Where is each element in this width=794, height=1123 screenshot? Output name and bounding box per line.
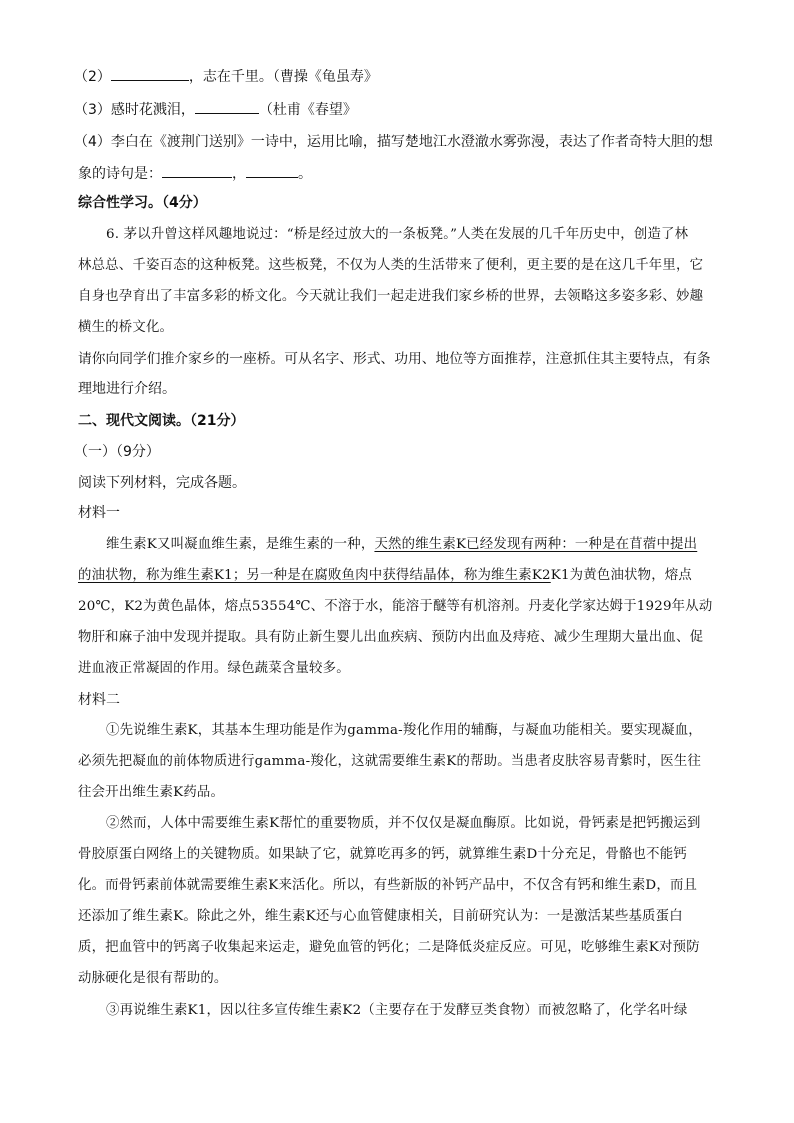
section-heading: 二、现代文阅读。（21分） xyxy=(78,413,245,429)
answer-blank[interactable] xyxy=(246,163,298,178)
question-2 xyxy=(74,66,378,87)
underlined-text: 的油状物，称为维生素K1；另一种是在腐败鱼肉中获得结晶体，称为维生素K2 xyxy=(78,568,551,583)
material2-line: 往会开出维生素K药品。 xyxy=(78,785,225,800)
punctuation: ， xyxy=(232,166,246,182)
material2-line: 质，把血管中的钙离子收集起来运走，避免血管的钙化；二是降低炎症反应。可见，吃够维生素K对预防 xyxy=(78,940,700,955)
instruction-line: 请你向同学们推介家乡的一座桥。可从名字、形式、功用、地位等方面推荐，注意抓住其主要特点，有条 xyxy=(78,351,711,367)
material2-line: ②然而，人体中需要维生素K帮忙的重要物质，并不仅仅是凝血酶原。比如说，骨钙素是把钙搬运到 xyxy=(106,816,701,831)
material1-line: 进血液正常凝固的作用。绿色蔬菜含量较多。 xyxy=(78,661,350,676)
question-4-line2 xyxy=(78,163,312,184)
q6-line: 自身也孕育出了丰富多彩的桥文化。今天就让我们一起走进我们家乡桥的世界，去领略这多姿多彩、妙趣 xyxy=(78,289,704,304)
section-heading: 综合性学习。（4分） xyxy=(78,195,207,211)
answer-blank[interactable] xyxy=(162,163,232,178)
material2-line: ③再说维生素K1，因以往多宣传维生素K2（主要存在于发酵豆类食物）而被忽略了，化学名叶绿 xyxy=(106,1003,688,1018)
question-text: ，志在千里。（曹操《龟虽寿》 xyxy=(188,69,378,85)
q6-line: 6. 茅以升曾这样风趣地说过：“桥是经过放大的一条板凳。”人类在发展的几千年历史中，创造了林 xyxy=(106,227,689,242)
material1-line xyxy=(106,535,697,555)
material2-line: 还添加了维生素K。除此之外，维生素K还与心血管健康相关，目前研究认为：一是激活某些基质蛋白 xyxy=(78,909,683,924)
q6-line: 横生的桥文化。 xyxy=(78,320,174,335)
text: K1为黄色油状物，熔点 xyxy=(550,568,692,583)
question-source: （杜甫《春望》 xyxy=(258,102,357,118)
material2-line: 必须先把凝血的前体物质进行gamma-羧化，这就需要维生素K的帮助。当患者皮肤容易青紫时，医生往 xyxy=(78,754,702,769)
material1-line: 20℃，K2为黄色晶体，熔点53554℃、不溶于水，能溶于醚等有机溶剂。丹麦化学家达姆于1929年从动 xyxy=(78,599,713,614)
material1-line: 物肝和麻子油中发现并提取。具有防止新生婴儿出血疾病、预防内出血及痔疮、减少生理期大量出血、促 xyxy=(78,630,704,645)
material2-line: 骨胶原蛋白网络上的关键物质。如果缺了它，就算吃再多的钙，就算维生素D十分充足，骨骼也不能钙 xyxy=(78,847,687,862)
text: 维生素K又叫凝血维生素，是维生素的一种， xyxy=(106,537,375,552)
answer-blank[interactable] xyxy=(195,99,259,114)
material2-line: 化。而骨钙素前体就需要维生素K来活化。所以，有些新版的补钙产品中，不仅含有钙和维生素D，而且 xyxy=(78,878,698,893)
material-title: 材料二 xyxy=(78,692,120,708)
instruction-line: 理地进行介绍。 xyxy=(78,381,176,397)
punctuation: 。 xyxy=(298,166,312,182)
q6-line: 林总总、千姿百态的这种板凳。这些板凳，不仅为人类的生活带来了便利，更主要的是在这几千年里，它 xyxy=(78,258,704,273)
material-title: 材料一 xyxy=(78,505,120,521)
answer-blank[interactable] xyxy=(111,66,189,81)
material1-line xyxy=(78,566,692,586)
subsection-heading: （一）（9分） xyxy=(74,444,160,460)
reading-instruction: 阅读下列材料，完成各题。 xyxy=(78,475,246,491)
question-number: （3） xyxy=(74,102,111,118)
question-number: （2） xyxy=(74,69,111,85)
question-text: 感时花溅泪， xyxy=(110,102,195,118)
question-text: 象的诗句是： xyxy=(78,166,162,182)
question-3 xyxy=(74,99,357,120)
material2-line: ①先说维生素K，其基本生理功能是作为gamma-羧化作用的辅酶，与凝血功能相关。要实现凝血， xyxy=(106,723,702,738)
question-4-line1: （4）李白在《渡荆门送别》一诗中，运用比喻，描写楚地江水澄澈水雾弥漫，表达了作者奇特大胆的想 xyxy=(74,134,713,150)
underlined-text: 天然的维生素K已经发现有两种：一种是在苜蓿中提出 xyxy=(374,537,698,552)
material2-line: 动脉硬化是很有帮助的。 xyxy=(78,971,228,986)
